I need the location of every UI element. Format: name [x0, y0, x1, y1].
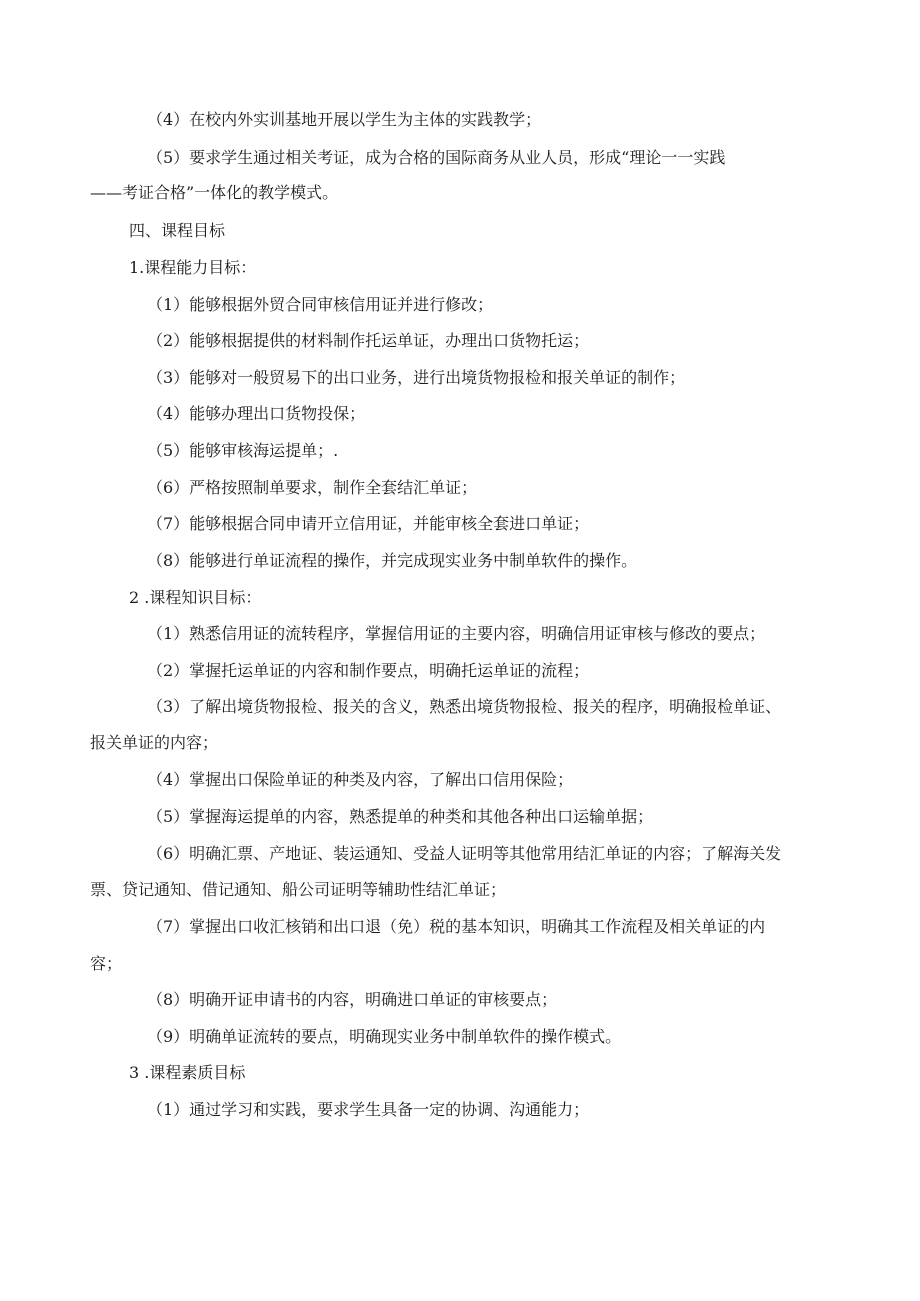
- knowledge-item-4: （4）掌握出口保险单证的种类及内容，了解出口信用保险；: [147, 770, 574, 789]
- knowledge-item-6-line-1: （6）明确汇票、产地证、装运通知、受益人证明等其他常用结汇单证的内容；了解海关发: [147, 844, 782, 863]
- knowledge-item-5: （5）掌握海运提单的内容，熟悉提单的种类和其他各种出口运输单据；: [147, 807, 654, 826]
- teaching-item-5-line-2: ——考证合格”一体化的教学模式。: [90, 183, 339, 202]
- quality-objectives-heading: 3 .课程素质目标: [129, 1063, 246, 1082]
- ability-item-7: （7）能够根据合同申请开立信用证，并能审核全套进口单证；: [147, 514, 590, 533]
- knowledge-item-3-line-2: 报关单证的内容；: [90, 733, 219, 752]
- knowledge-item-2: （2）掌握托运单证的内容和制作要点，明确托运单证的流程；: [147, 661, 590, 680]
- knowledge-item-7-line-1: （7）掌握出口收汇核销和出口退（免）税的基本知识，明确其工作流程及相关单证的内: [147, 917, 766, 936]
- ability-item-2: （2）能够根据提供的材料制作托运单证，办理出口货物托运；: [147, 331, 590, 350]
- section-heading-course-objectives: 四、课程目标: [129, 221, 226, 240]
- teaching-item-5-line-1: （5）要求学生通过相关考证，成为合格的国际商务从业人员，形成“理论一一实践: [147, 148, 726, 167]
- ability-item-5: （5）能够审核海运提单；.: [147, 441, 339, 460]
- ability-item-8: （8）能够进行单证流程的操作，并完成现实业务中制单软件的操作。: [147, 551, 638, 570]
- knowledge-item-7-line-2: 容；: [90, 954, 123, 973]
- knowledge-item-1: （1）熟悉信用证的流转程序，掌握信用证的主要内容，明确信用证审核与修改的要点；: [147, 624, 766, 643]
- ability-item-4: （4）能够办理出口货物投保；: [147, 404, 366, 423]
- knowledge-item-8: （8）明确开证申请书的内容，明确进口单证的审核要点；: [147, 990, 558, 1009]
- knowledge-item-6-line-2: 票、贷记通知、借记通知、船公司证明等辅助性结汇单证；: [90, 880, 507, 899]
- ability-objectives-heading: 1.课程能力目标：: [129, 258, 257, 277]
- ability-item-1: （1）能够根据外贸合同审核信用证并进行修改；: [147, 295, 494, 314]
- ability-item-6: （6）严格按照制单要求，制作全套结汇单证；: [147, 478, 478, 497]
- knowledge-objectives-heading: 2 .课程知识目标：: [129, 588, 262, 607]
- teaching-item-4: （4）在校内外实训基地开展以学生为主体的实践教学；: [147, 110, 542, 129]
- knowledge-item-9: （9）明确单证流转的要点，明确现实业务中制单软件的操作模式。: [147, 1027, 622, 1046]
- ability-item-3: （3）能够对一般贸易下的出口业务，进行出境货物报检和报关单证的制作；: [147, 368, 686, 387]
- quality-item-1: （1）通过学习和实践，要求学生具备一定的协调、沟通能力；: [147, 1100, 590, 1119]
- knowledge-item-3-line-1: （3）了解出境货物报检、报关的含义，熟悉出境货物报检、报关的程序，明确报检单证、: [147, 697, 782, 716]
